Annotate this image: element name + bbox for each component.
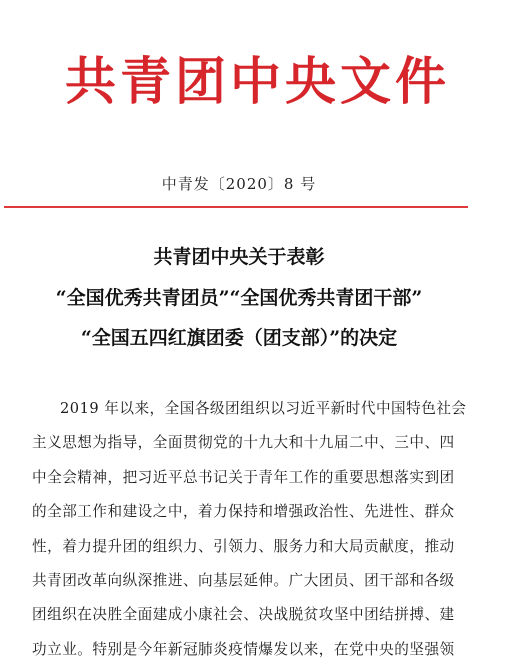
body-line: 的全部工作和建设之中，着力保持和增强政治性、先进性、群众 [32, 503, 455, 521]
masthead-title: 共青团中央文件 [64, 52, 450, 112]
body-line: 2019 年以来，全国各级团组织以习近平新时代中国特色社会 [60, 400, 467, 417]
body-line: 功立业。特别是今年新冠肺炎疫情爆发以来，在党中央的坚强领 [32, 640, 455, 658]
body-line: 共青团改革向纵深推进、向基层延伸。广大团员、团干部和各级 [32, 571, 455, 589]
document-title-line-2: “全国优秀共青团员”“全国优秀共青团干部” [55, 287, 423, 309]
red-divider-line [4, 206, 468, 208]
document-body [32, 392, 472, 667]
body-line: 性，着力提升团的组织力、引领力、服务力和大局贡献度，推动 [32, 537, 455, 555]
body-line: 团组织在决胜全面建成小康社会、决战脱贫攻坚中团结拼搏、建 [32, 606, 455, 624]
document-number: 中青发〔2020〕8 号 [161, 175, 317, 193]
document-title-line-3: “全国五四红旗团委（团支部）”的决定 [80, 327, 398, 349]
body-line: 中全会精神，把习近平总书记关于青年工作的重要思想落实到团 [32, 468, 455, 486]
document-title-line-1: 共青团中央关于表彰 [153, 246, 325, 268]
body-line: 主义思想为指导，全面贯彻党的十九大和十九届二中、三中、四 [32, 434, 455, 452]
